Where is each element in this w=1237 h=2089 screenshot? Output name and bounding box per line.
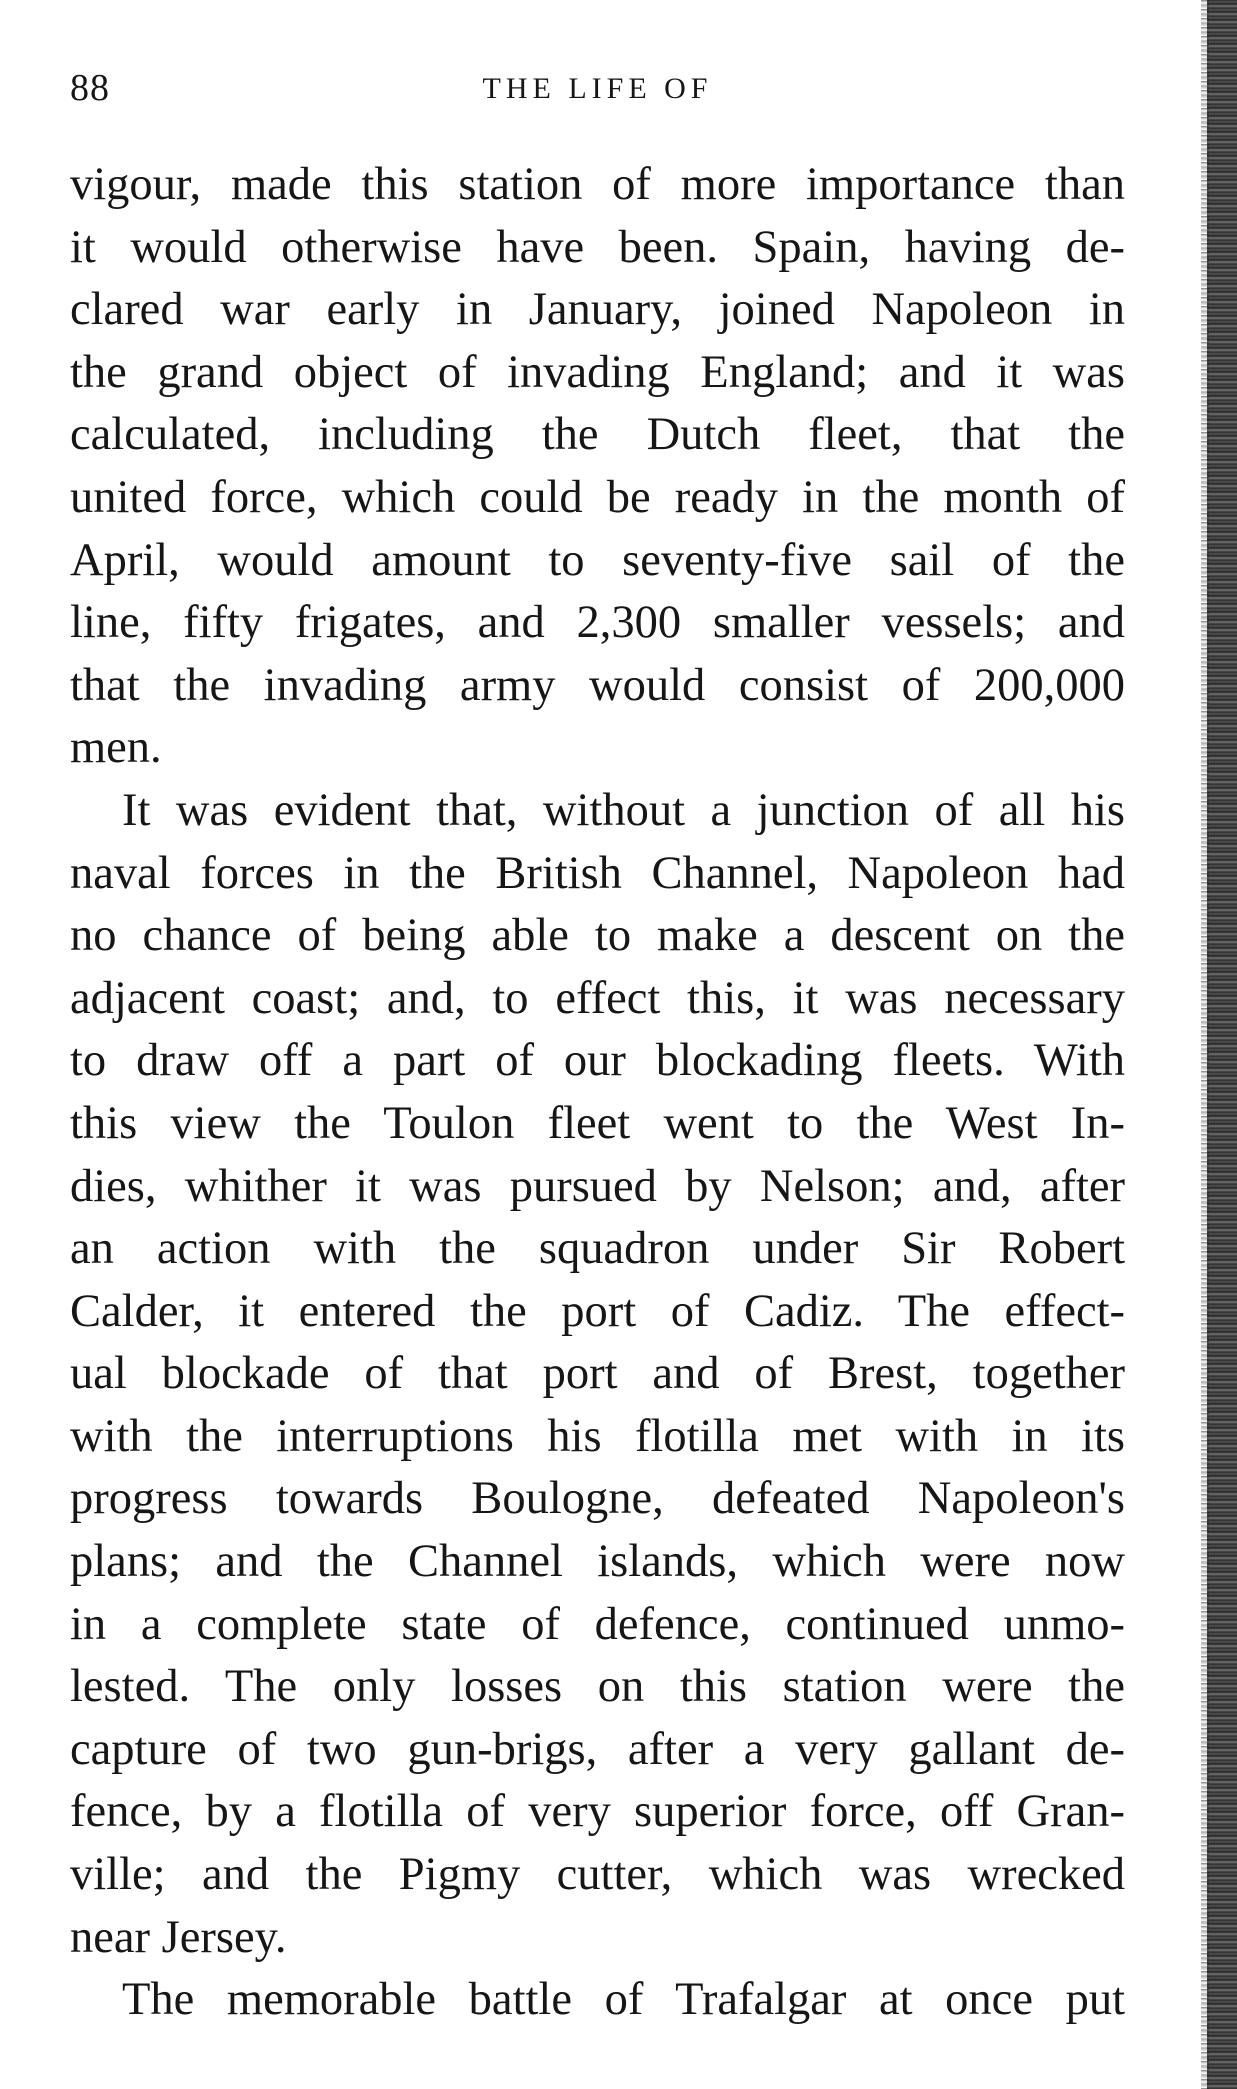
text-line: an action with the squadron under Sir Robert [70,1223,1125,1275]
text-line: lested. The only losses on this station were the [70,1661,1125,1713]
text-line: capture of two gun-brigs, after a very gallant de- [70,1723,1125,1775]
text-line: April, would amount to seventy-five sail of the [70,534,1125,586]
text-line: adjacent coast; and, to effect this, it was necessary [70,972,1125,1024]
text-line: line, fifty frigates, and 2,300 smaller vessels; and [70,597,1125,649]
page-header [70,66,1125,116]
body-text [70,154,1125,2032]
text-line: to draw off a part of our blockading fleets. With [70,1035,1125,1087]
running-head: THE LIFE OF [482,72,713,105]
text-line: clared war early in January, joined Napoleon in [70,284,1125,336]
text-line: this view the Toulon fleet went to the West In- [70,1097,1125,1149]
text-line: plans; and the Channel islands, which were now [70,1536,1125,1588]
text-line: Calder, it entered the port of Cadiz. The effect- [70,1285,1125,1337]
text-line: ville; and the Pigmy cutter, which was wrecked [70,1849,1125,1901]
text-line: that the invading army would consist of 200,000 [70,659,1125,711]
text-line: men. [70,722,162,774]
text-line: fence, by a flotilla of very superior force, off Gran- [70,1786,1125,1838]
text-line: united force, which could be ready in the month of [70,471,1125,523]
text-line: It was evident that, without a junction of all his [122,784,1125,836]
text-line: calculated, including the Dutch fleet, that the [70,409,1125,461]
text-line: vigour, made this station of more importance than [70,159,1125,210]
text-line: near Jersey. [70,1911,287,1963]
text-line: it would otherwise have been. Spain, having de- [70,221,1125,273]
text-line: the grand object of invading England; and it was [70,346,1125,398]
text-line: in a complete state of defence, continued unmo- [70,1598,1125,1650]
text-line: The memorable battle of Trafalgar at once put [122,1974,1125,2026]
text-line: ual blockade of that port and of Brest, together [70,1348,1125,1400]
page-number: 88 [70,67,110,109]
page-edge-shadow [1207,0,1237,2089]
text-line: no chance of being able to make a descent on the [70,910,1125,962]
text-line: dies, whither it was pursued by Nelson; and, after [70,1160,1125,1212]
text-line: with the interruptions his flotilla met with in its [70,1410,1125,1462]
text-line: naval forces in the British Channel, Napoleon had [70,847,1125,899]
text-line: progress towards Boulogne, defeated Napoleon's [70,1473,1125,1525]
